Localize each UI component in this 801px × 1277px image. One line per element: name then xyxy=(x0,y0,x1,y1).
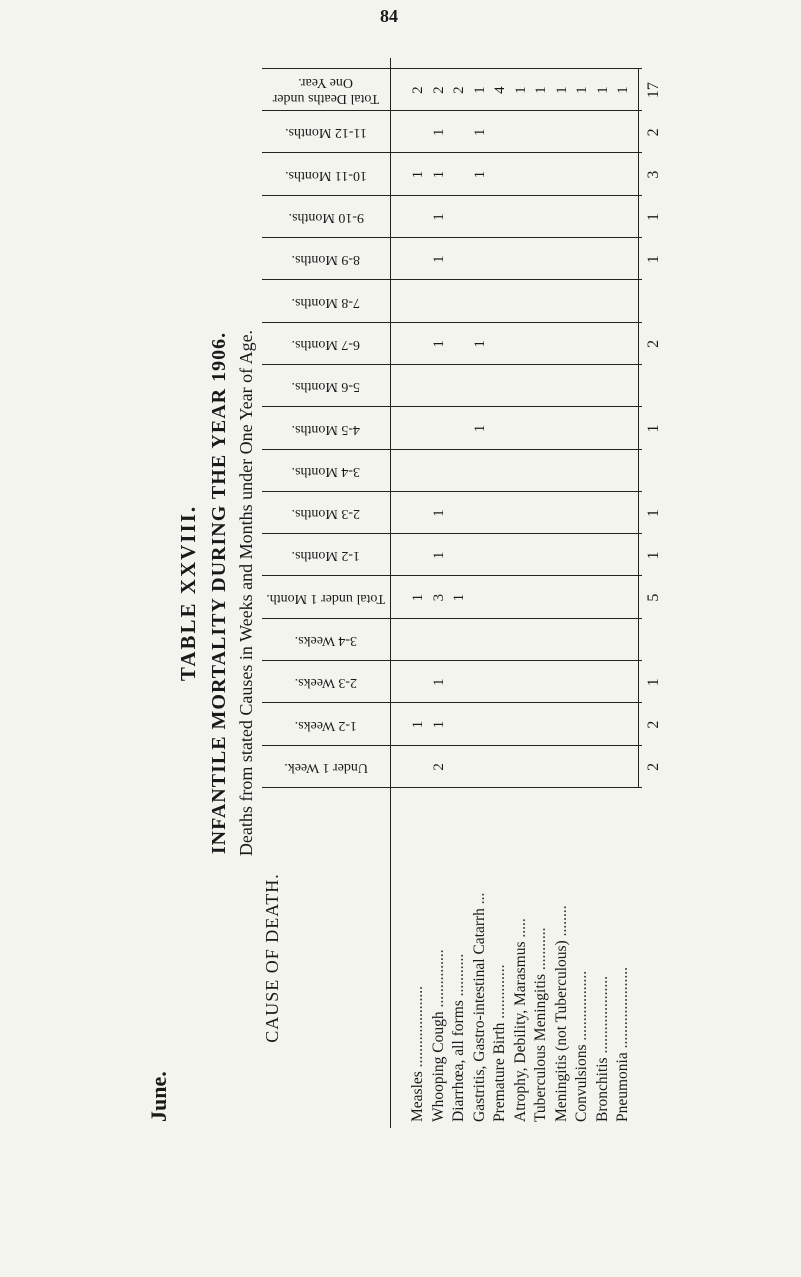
column-total: 2 xyxy=(644,339,662,348)
table-cell: 1 xyxy=(410,170,426,179)
table-cell: 1 xyxy=(430,213,447,221)
table-cell: 1 xyxy=(471,424,488,433)
leader-dots: ........... xyxy=(532,927,549,975)
column-divider xyxy=(262,237,642,238)
month-label: June. xyxy=(146,1071,171,1122)
table-cell: 3 xyxy=(430,593,447,602)
column-header: Total Deaths under One Year. xyxy=(272,75,380,107)
cause-row xyxy=(429,792,449,1122)
column-divider xyxy=(262,787,642,788)
cause-name: Whooping Cough xyxy=(429,1011,447,1122)
column-total: 1 xyxy=(644,212,662,221)
cause-name: Measles xyxy=(409,1071,426,1122)
cause-row xyxy=(470,792,490,1122)
table-cell: 1 xyxy=(410,593,426,602)
column-divider xyxy=(262,153,642,154)
column-header: 9-10 Months. xyxy=(288,209,364,225)
table-cell: 1 xyxy=(512,86,529,94)
table-cell: 1 xyxy=(430,678,447,686)
column-divider xyxy=(262,533,642,534)
leader-dots: ............... xyxy=(429,949,447,1012)
cause-row xyxy=(593,792,613,1122)
table-cell: 1 xyxy=(430,720,447,729)
table-cell: 2 xyxy=(430,763,447,771)
column-header: 2-3 Months. xyxy=(291,506,361,522)
column-divider xyxy=(262,745,642,746)
column-divider xyxy=(262,195,642,196)
leader-dots: ..................... xyxy=(614,967,631,1053)
cause-row xyxy=(552,792,572,1122)
leader-dots: ........ xyxy=(552,905,570,941)
column-header: Under 1 Week. xyxy=(284,759,368,775)
table-title: INFANTILE MORTALITY DURING THE YEAR 1906. xyxy=(208,331,230,855)
column-divider xyxy=(262,279,642,280)
cause-name: Atrophy, Debility, Marasmus xyxy=(511,941,529,1122)
column-total: 2 xyxy=(644,762,662,771)
leader-dots: ..................... xyxy=(409,985,426,1072)
column-header: 11-12 Months. xyxy=(285,125,367,141)
table-cell: 1 xyxy=(430,509,447,517)
column-total: 2 xyxy=(644,128,662,137)
column-total: 5 xyxy=(644,593,662,602)
column-total: 17 xyxy=(644,82,662,99)
leader-dots: ........... xyxy=(450,953,467,1001)
column-header: 1-2 Weeks. xyxy=(294,717,358,733)
table-cell: 1 xyxy=(553,86,570,94)
column-header: 7-8 Months. xyxy=(291,294,361,310)
cause-name: Diarrhœa, all forms xyxy=(450,1000,467,1122)
table-cell: 1 xyxy=(471,340,488,348)
column-total: 1 xyxy=(644,255,662,264)
table-cell: 1 xyxy=(430,170,447,179)
column-header: 1-2 Months. xyxy=(291,548,361,564)
page-number: 84 xyxy=(380,6,398,26)
column-divider xyxy=(262,322,642,323)
cause-name: Premature Birth xyxy=(491,1022,508,1122)
table-cell: 1 xyxy=(471,86,488,94)
table-cell: 1 xyxy=(574,86,590,94)
table-cell: 4 xyxy=(492,86,508,94)
cause-row xyxy=(449,792,469,1122)
cause-name: Bronchitis xyxy=(593,1057,611,1122)
column-header: 2-3 Weeks. xyxy=(294,675,358,691)
leader-dots: .................. xyxy=(573,970,590,1045)
cause-row xyxy=(511,792,531,1122)
column-header: 3-4 Months. xyxy=(291,463,361,479)
cause-row xyxy=(572,792,592,1122)
column-header: 3-4 Weeks. xyxy=(294,632,358,648)
column-divider xyxy=(262,702,642,703)
table-cell: 2 xyxy=(451,86,467,94)
table-cell: 1 xyxy=(615,86,631,94)
cause-of-death-header: CAUSE OF DEATH. xyxy=(262,873,282,1043)
cause-name: Pneumonia xyxy=(614,1052,631,1122)
leader-dots: .................... xyxy=(593,976,611,1058)
cause-name: Convulsions xyxy=(573,1044,590,1122)
cause-row xyxy=(490,792,510,1122)
column-header: 6-7 Months. xyxy=(291,336,361,352)
column-total: 3 xyxy=(644,170,662,179)
header-rule xyxy=(390,58,391,1128)
column-header: 8-9 Months. xyxy=(291,252,361,268)
table-label: TABLE XXVIII. xyxy=(176,504,200,682)
column-divider xyxy=(262,660,642,661)
column-total: 2 xyxy=(644,720,662,729)
column-header: 10-11 Months. xyxy=(285,167,367,183)
cause-row xyxy=(613,792,633,1122)
column-total: 1 xyxy=(644,509,662,518)
cause-name: Tuberculous Meningitis xyxy=(532,974,549,1122)
column-total: 1 xyxy=(644,678,662,687)
cause-row xyxy=(408,792,428,1122)
column-divider xyxy=(262,364,642,365)
leader-dots: .............. xyxy=(491,964,508,1023)
column-header: 4-5 Months. xyxy=(291,421,361,437)
leader-dots: ... xyxy=(470,892,488,909)
cause-row xyxy=(531,792,551,1122)
table-cell: 1 xyxy=(594,86,611,94)
column-divider xyxy=(262,406,642,407)
column-header: Total under 1 Month. xyxy=(266,590,386,606)
table-subtitle: Deaths from stated Causes in Weeks and Months under One Year of Age. xyxy=(236,329,256,857)
mortality-table xyxy=(262,58,662,1128)
table-cell: 1 xyxy=(430,551,447,560)
cause-name: Gastritis, Gastro-intestinal Catarrh xyxy=(470,908,488,1122)
table-cell: 2 xyxy=(430,86,447,94)
table-cell: 1 xyxy=(533,86,549,94)
column-header: 5-6 Months. xyxy=(291,379,361,395)
rotated-table-page xyxy=(112,58,662,1128)
column-total: 1 xyxy=(644,551,662,560)
column-total: 1 xyxy=(644,424,662,433)
cause-name: Meningitis (not Tuberculous) xyxy=(552,940,570,1122)
table-cell: 1 xyxy=(471,128,488,137)
table-cell: 1 xyxy=(430,340,447,348)
total-rule xyxy=(638,69,639,788)
table-cell: 1 xyxy=(410,720,426,729)
leader-dots: ..... xyxy=(511,918,529,942)
table-cell: 1 xyxy=(471,170,488,179)
column-divider xyxy=(262,491,642,492)
column-divider xyxy=(262,449,642,450)
table-cell: 1 xyxy=(430,255,447,263)
table-cell: 1 xyxy=(430,128,447,137)
table-cell: 1 xyxy=(451,593,467,602)
table-cell: 2 xyxy=(410,86,426,94)
